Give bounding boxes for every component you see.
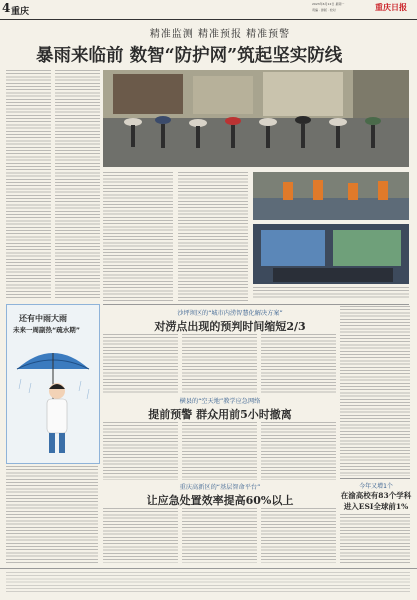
story3-headline: 提前预警 群众用前5小时撤离 bbox=[148, 408, 292, 421]
right-col-upper bbox=[340, 306, 410, 476]
right-box-rule bbox=[340, 478, 410, 479]
footer-text bbox=[6, 572, 410, 594]
lead-body-col2 bbox=[55, 70, 100, 300]
masthead-rule bbox=[0, 19, 417, 20]
section-name: 重庆 bbox=[11, 7, 30, 17]
newspaper-logo: 重庆日报 bbox=[375, 2, 407, 12]
rescue-workers-photo bbox=[253, 172, 409, 220]
story2-body-col2 bbox=[182, 334, 257, 394]
date-line: 2023年6月12日 星期一 bbox=[312, 2, 345, 6]
sidebar-title-line2: 未来一周副热“疏水期” bbox=[13, 326, 81, 334]
story2-headline: 对涝点出现的预判时间缩短2/3 bbox=[154, 320, 306, 333]
lead-headline: 暴雨来临前 数智“防护网”筑起坚实防线 bbox=[36, 46, 343, 66]
right-box-kicker: 今年又增1个 bbox=[359, 483, 393, 490]
editor-line: 责编 · 排版 · 校对 bbox=[312, 8, 336, 12]
lead-kicker: 精准监测 精准预报 精准预警 bbox=[149, 29, 291, 40]
story2-kicker: 沙坪坝区的“城市内涝智慧化解决方案” bbox=[177, 310, 283, 317]
right-box-headline-2: 进入ESI全球前1% bbox=[343, 502, 409, 511]
monitoring-screen-photo bbox=[253, 224, 409, 284]
page-number: 4 bbox=[2, 1, 11, 15]
story3-body-col2 bbox=[182, 422, 257, 480]
sidebar-lower-text bbox=[6, 466, 98, 564]
sidebar-title-line1: 还有中雨大雨 bbox=[19, 314, 67, 323]
photo-caption bbox=[253, 287, 409, 299]
story4-body-col2 bbox=[182, 508, 257, 563]
story3-kicker: 横县的“空天地”教学应急网络 bbox=[179, 398, 261, 405]
right-box-headline-1: 在渝高校有83个学科 bbox=[340, 491, 412, 500]
rainy-street-photo bbox=[103, 70, 409, 167]
story4-body-col3 bbox=[261, 508, 336, 563]
masthead bbox=[0, 0, 417, 18]
story4-headline: 让应急处置效率提高60%以上 bbox=[146, 494, 294, 507]
sidebar-box bbox=[6, 304, 100, 464]
story3-body-col3 bbox=[261, 422, 336, 480]
story4-kicker: 重庆高新区的“基层智命平台” bbox=[179, 484, 261, 491]
section-divider-1 bbox=[103, 304, 409, 305]
story3-body-col1 bbox=[103, 422, 178, 480]
footer-rule bbox=[0, 568, 417, 569]
lead-body-col4 bbox=[178, 172, 248, 302]
story4-body-col1 bbox=[103, 508, 178, 563]
lead-body-col1 bbox=[6, 70, 51, 300]
story2-body-col3 bbox=[261, 334, 336, 394]
right-box-body bbox=[340, 514, 410, 564]
lead-body-col3 bbox=[103, 172, 173, 302]
umbrella-person-illustration bbox=[11, 339, 95, 459]
story2-body-col1 bbox=[103, 334, 178, 394]
